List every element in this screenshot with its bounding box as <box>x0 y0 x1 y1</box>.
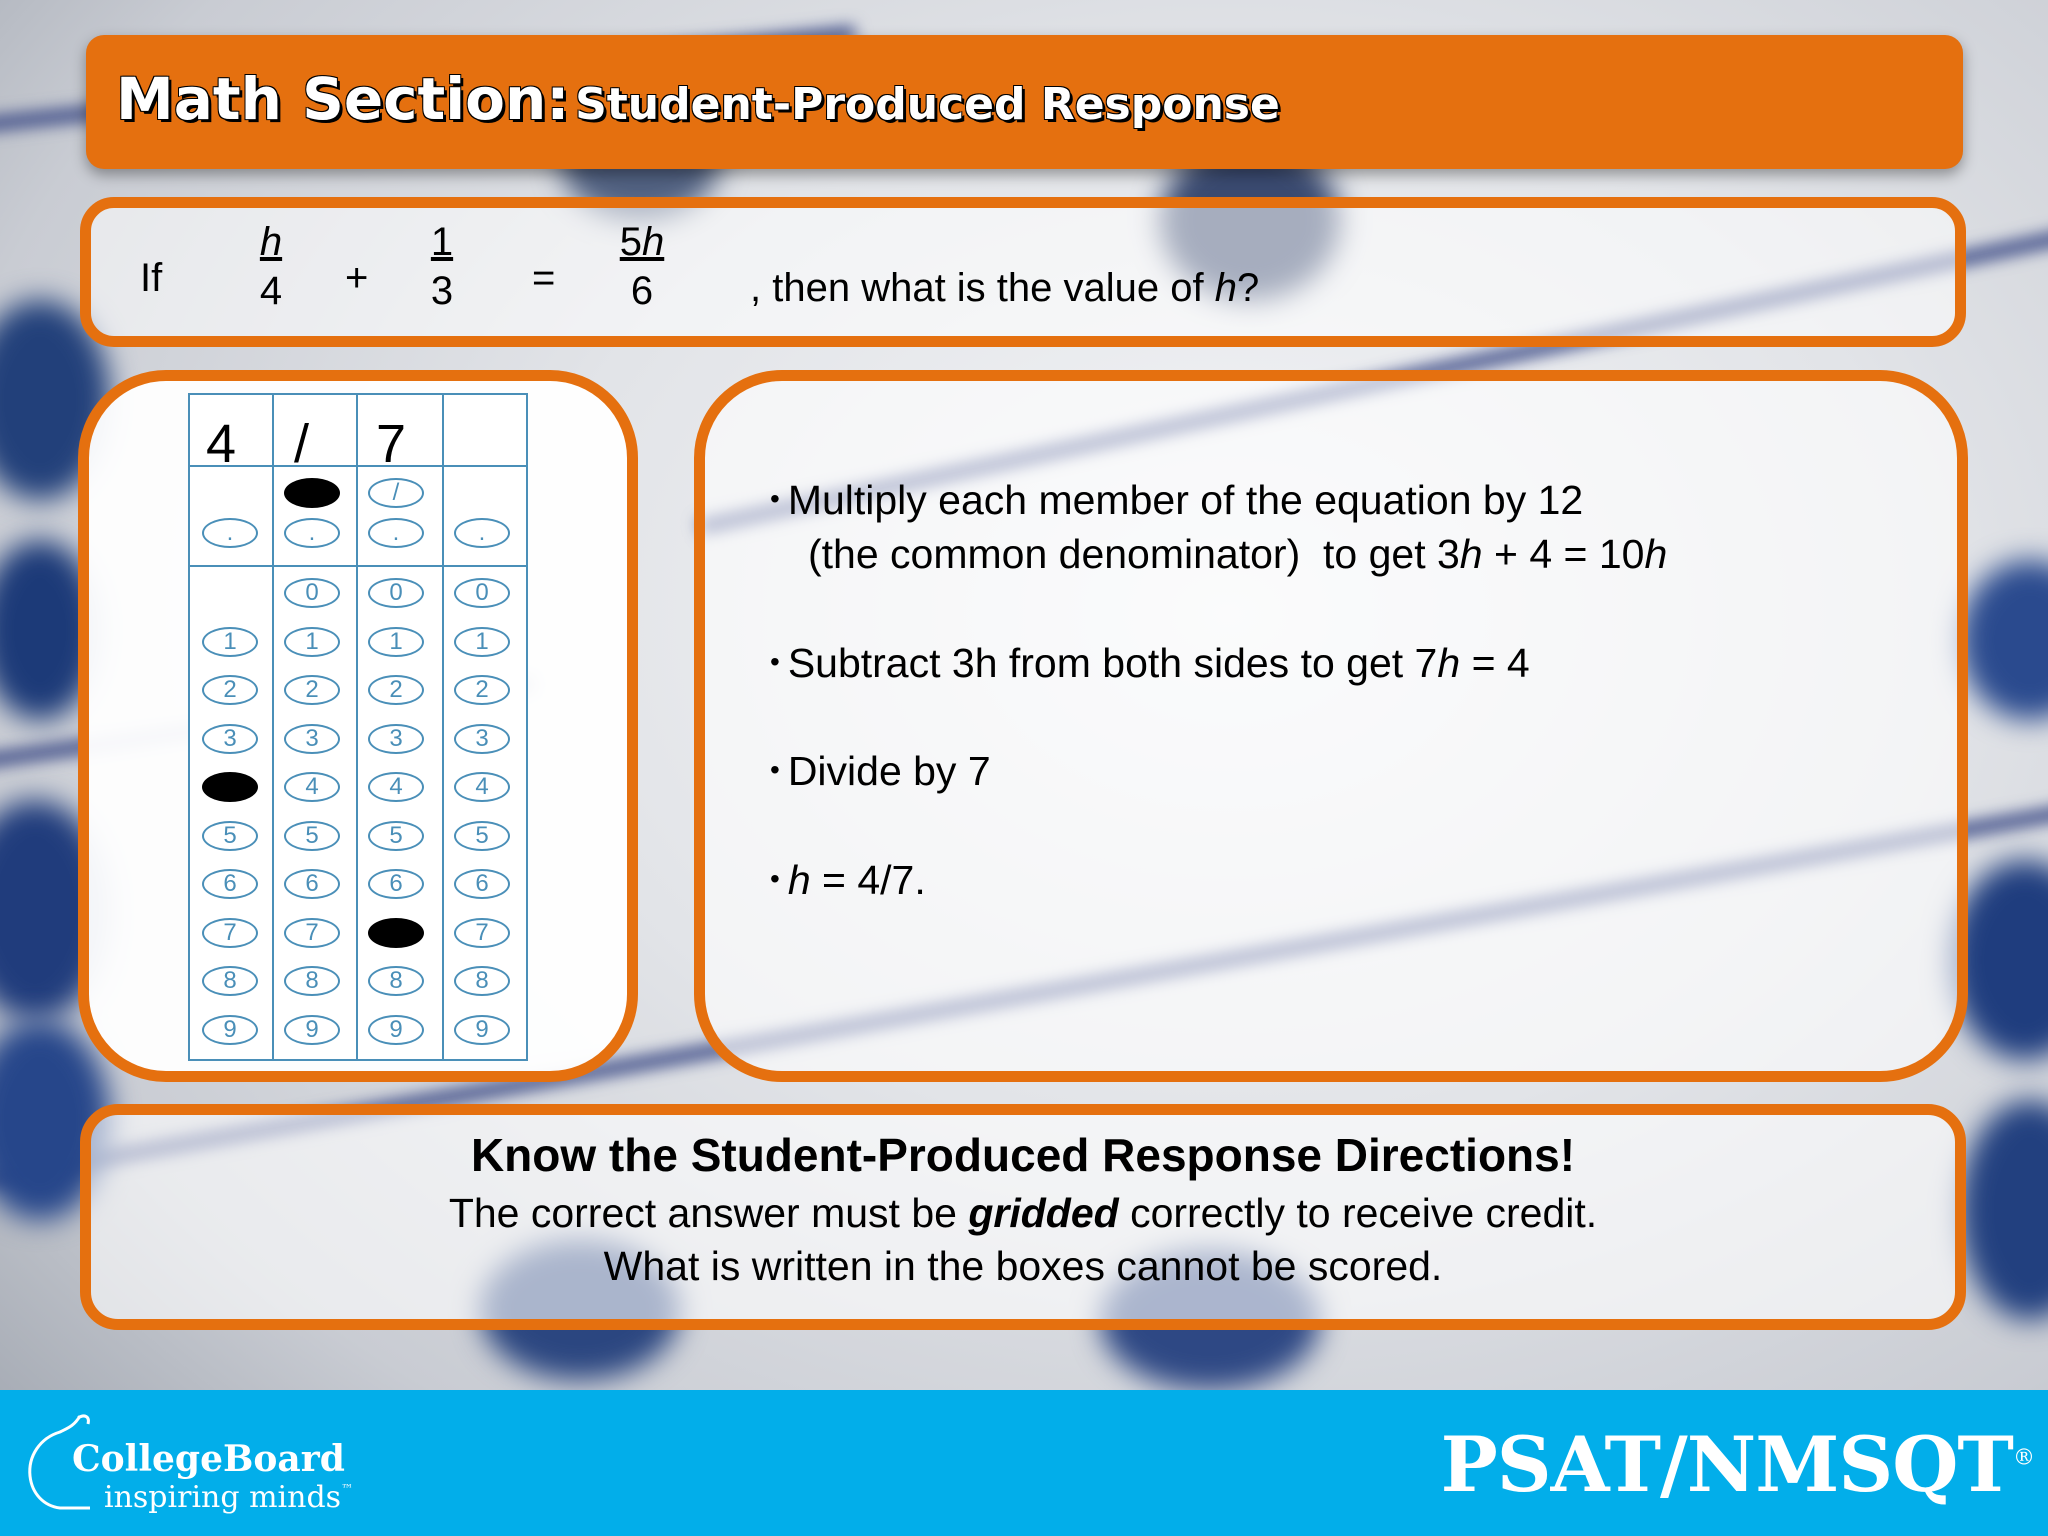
bubble-decimal-col4[interactable]: . <box>454 518 510 548</box>
bubble-1-col4[interactable]: 1 <box>454 627 510 657</box>
bubble-slash-col3[interactable]: / <box>368 478 424 508</box>
bubble-decimal-col3[interactable]: . <box>368 518 424 548</box>
bubble-4-col1[interactable] <box>202 772 258 802</box>
bubble-7-col3[interactable] <box>368 918 424 948</box>
bubble-2-col1[interactable]: 2 <box>202 675 258 705</box>
fraction-denominator: 4 <box>259 269 283 313</box>
bubble-1-col1[interactable]: 1 <box>202 627 258 657</box>
bubble-9-col2[interactable]: 9 <box>284 1015 340 1045</box>
title-main: Math Section: <box>116 65 570 133</box>
bubble-5-col4[interactable]: 5 <box>454 821 510 851</box>
bubble-decimal-col1[interactable]: . <box>202 518 258 548</box>
title-sub: Student-Produced Response <box>575 79 1280 130</box>
question-tail <box>750 266 1259 311</box>
bullet: • <box>770 646 780 677</box>
step-2-text: Subtract 3h from both sides to get 7 <box>787 640 1438 686</box>
written-digit-col3: 7 <box>376 414 407 474</box>
bubble-4-col2[interactable]: 4 <box>284 772 340 802</box>
bubble-0-col2[interactable]: 0 <box>284 578 340 608</box>
bubble-4-col3[interactable]: 4 <box>368 772 424 802</box>
bubble-1-col3[interactable]: 1 <box>368 627 424 657</box>
directions-emphasis: gridded <box>968 1190 1119 1236</box>
numerator-variable: h <box>642 220 665 264</box>
fraction-denominator: 3 <box>430 269 454 313</box>
fraction-numerator <box>602 220 682 265</box>
step-1-line-2-b: + 4 = 10 <box>1482 531 1645 577</box>
question-if: If <box>140 256 163 300</box>
step-1-line-1: Multiply each member of the equation by 12 <box>787 477 1584 523</box>
fraction-5h-over-6 <box>602 220 682 314</box>
bubble-0-col3[interactable]: 0 <box>368 578 424 608</box>
solution-step-1-continued <box>808 531 1667 578</box>
bubble-9-col1[interactable]: 9 <box>202 1015 258 1045</box>
bullet: • <box>770 863 780 894</box>
psat-wordmark: PSAT/NMSQT <box>1440 1420 2013 1509</box>
plus-sign: + <box>345 256 369 300</box>
bubble-8-col4[interactable]: 8 <box>454 966 510 996</box>
bubble-8-col3[interactable]: 8 <box>368 966 424 996</box>
bubble-6-col1[interactable]: 6 <box>202 869 258 899</box>
bubble-3-col4[interactable]: 3 <box>454 724 510 754</box>
bubble-2-col3[interactable]: 2 <box>368 675 424 705</box>
fraction-numerator: 1 <box>430 220 454 264</box>
fraction-h-over-4 <box>231 220 311 314</box>
tagline-tm: ™ <box>341 1482 354 1496</box>
bubble-2-col4[interactable]: 2 <box>454 675 510 705</box>
bg-bead <box>1960 560 2048 720</box>
grid-column-divider <box>272 395 274 1059</box>
step-1-var-1: h <box>1459 531 1483 577</box>
grid-column-divider <box>442 395 444 1059</box>
bubble-9-col3[interactable]: 9 <box>368 1015 424 1045</box>
bubble-4-col4[interactable]: 4 <box>454 772 510 802</box>
question-tail-end: ? <box>1236 266 1260 310</box>
bubble-7-col1[interactable]: 7 <box>202 918 258 948</box>
bubble-3-col1[interactable]: 3 <box>202 724 258 754</box>
step-4-text: = 4/7. <box>810 857 926 903</box>
directions-line-2: What is written in the boxes cannot be scored. <box>603 1243 1443 1289</box>
equals-sign: = <box>532 256 556 300</box>
slide-title <box>116 65 1280 133</box>
collegeboard-tagline <box>104 1480 353 1515</box>
step-4-var: h <box>787 857 811 903</box>
directions-line-1-a: The correct answer must be <box>448 1190 969 1236</box>
bubble-0-col4[interactable]: 0 <box>454 578 510 608</box>
collegeboard-name: CollegeBoard <box>72 1438 345 1480</box>
psat-logo <box>1441 1420 2034 1509</box>
bubble-1-col2[interactable]: 1 <box>284 627 340 657</box>
fraction-1-over-3 <box>402 220 482 314</box>
directions-heading: Know the Student-Produced Response Directions! <box>470 1129 1576 1181</box>
directions-line-1 <box>80 1190 1966 1237</box>
bubble-3-col2[interactable]: 3 <box>284 724 340 754</box>
bubble-5-col1[interactable]: 5 <box>202 821 258 851</box>
bubble-5-col3[interactable]: 5 <box>368 821 424 851</box>
bubble-6-col3[interactable]: 6 <box>368 869 424 899</box>
grid-row-divider <box>190 565 526 567</box>
bg-bead <box>1960 1100 2048 1320</box>
step-2-end: = 4 <box>1460 640 1530 686</box>
tagline-text: inspiring minds <box>104 1480 342 1515</box>
bubble-9-col4[interactable]: 9 <box>454 1015 510 1045</box>
bubble-2-col2[interactable]: 2 <box>284 675 340 705</box>
question-tail-text: , then what is the value of <box>750 266 1215 310</box>
bubble-7-col4[interactable]: 7 <box>454 918 510 948</box>
step-1-line-2: (the common denominator) to get 3 <box>808 531 1460 577</box>
bubble-6-col4[interactable]: 6 <box>454 869 510 899</box>
bullet: • <box>770 483 780 514</box>
grid-column-divider <box>356 395 358 1059</box>
bubble-8-col2[interactable]: 8 <box>284 966 340 996</box>
bubble-decimal-col2[interactable]: . <box>284 518 340 548</box>
bubble-6-col2[interactable]: 6 <box>284 869 340 899</box>
written-digit-col2: / <box>294 414 310 474</box>
solution-step-2 <box>770 640 1530 687</box>
bubble-slash-col2[interactable] <box>284 478 340 508</box>
solution-step-4 <box>770 857 926 904</box>
grid-row-divider <box>190 465 526 467</box>
bubble-7-col2[interactable]: 7 <box>284 918 340 948</box>
title-bar <box>86 35 1963 169</box>
step-1-var-2: h <box>1644 531 1668 577</box>
bubble-5-col2[interactable]: 5 <box>284 821 340 851</box>
fraction-denominator: 6 <box>630 269 654 313</box>
fraction-numerator: h <box>259 220 283 264</box>
step-2-var: h <box>1437 640 1461 686</box>
registered-mark: ® <box>2013 1445 2034 1471</box>
bubble-8-col1[interactable]: 8 <box>202 966 258 996</box>
question-tail-variable: h <box>1214 266 1237 310</box>
bubble-3-col3[interactable]: 3 <box>368 724 424 754</box>
step-3-text: Divide by 7 <box>787 748 991 794</box>
answer-grid <box>188 393 528 1061</box>
bullet: • <box>770 754 780 785</box>
solution-step-1 <box>770 477 1583 524</box>
numerator-coefficient: 5 <box>619 220 642 264</box>
solution-step-3 <box>770 748 991 795</box>
written-digit-col1: 4 <box>206 414 237 474</box>
directions-line-1-b: correctly to receive credit. <box>1118 1190 1598 1236</box>
